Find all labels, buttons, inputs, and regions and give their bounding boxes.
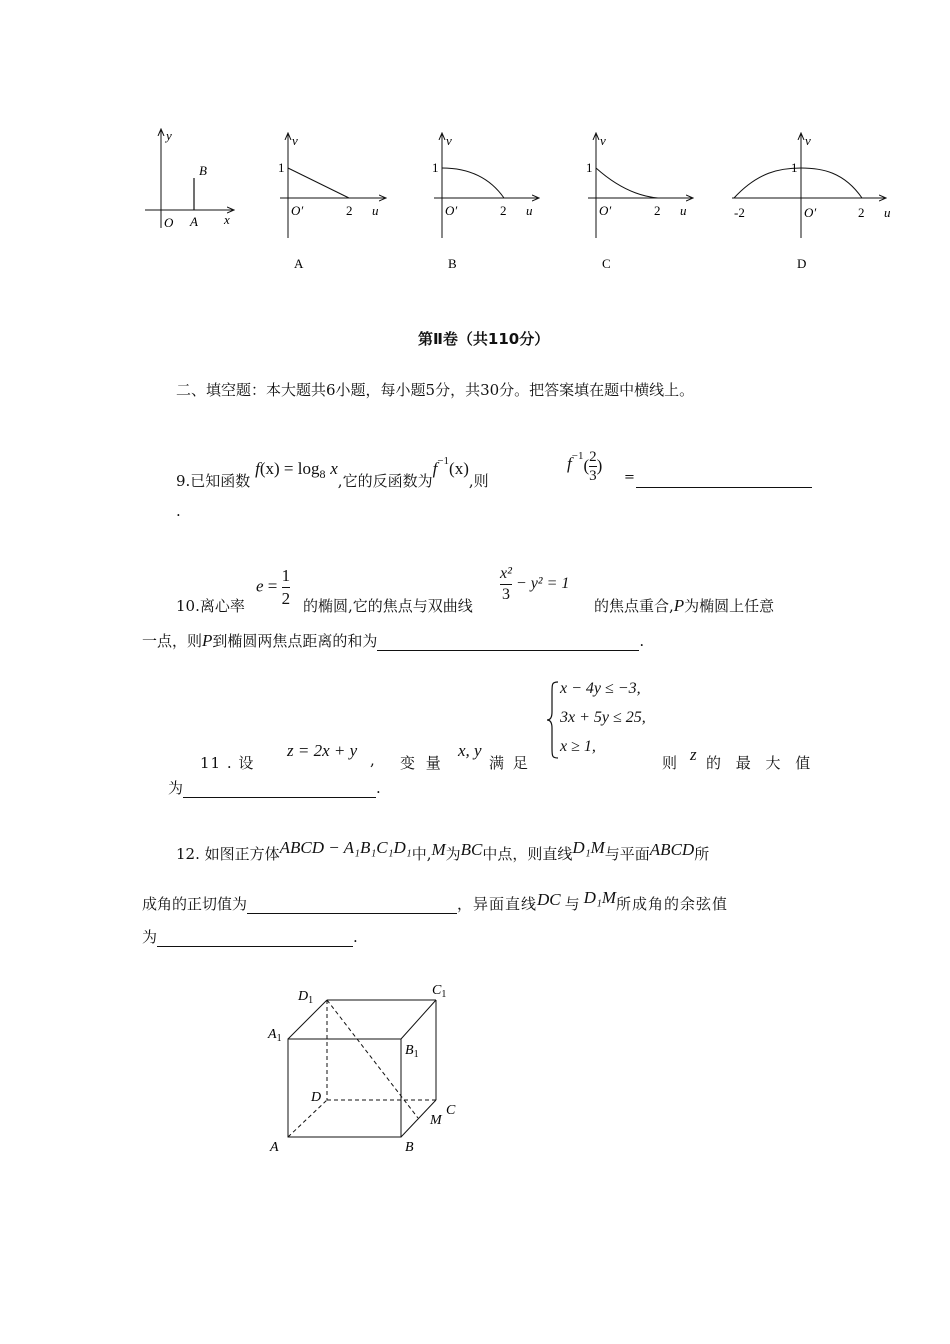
u-label: u [526,203,533,218]
q12-line2 [142,888,729,914]
q11-max: 的 最 大 值 [706,754,816,772]
q10-middle-1: 的椭圆,它的焦点与双曲线 [303,597,473,615]
q12-prefix: 12. 如图正方体 [176,845,280,863]
q11-comma: , [370,751,375,769]
q11-constraint-1: x − 4y ≤ −3, [560,680,641,697]
q10-hyperbola [500,564,569,605]
section-title: 第Ⅱ卷（共110分） [418,330,550,348]
q9-log-base: 8 [319,467,326,481]
label-A1: $A_1$ [268,1027,282,1044]
point-B-label: B [199,163,207,178]
q11-variable: 变 量 [400,754,444,772]
v-label: v [805,133,811,148]
q11-z: z [690,745,697,764]
q9-middle: ,它的反函数为 [337,472,433,490]
reference-graph [145,128,233,230]
v-label: v [446,133,452,148]
tick-1: 1 [432,160,439,175]
option-letter: B [448,256,457,271]
q9-value-sup: −1 [571,449,584,462]
cube-figure [262,980,472,1160]
q9-inverse-f: f [432,459,438,478]
q9-inverse-args: (x) [449,459,469,478]
q10-e-fraction [282,565,291,610]
section-instruction: 二、填空题：本大题共6小题，每小题5分，共30分。把答案填在题中横线上。 [176,381,695,399]
label-A: A [270,1140,279,1155]
q9-args: (x) = log [259,459,320,478]
q10-middle-3: 为椭圆上任意 [684,597,775,615]
q12-line2a: 成角的正切值为 [142,895,248,913]
q9-period: . [176,502,181,520]
q12-line2c: 所成角的余弦值 [616,895,729,913]
origin-label: O [164,215,174,230]
q12-line3-label: 为 [142,928,158,946]
q10-line2a: 一点，则 [142,632,203,650]
q10-answer-blank[interactable] [377,634,639,651]
label-D: D [311,1090,322,1105]
q9-inverse-sup: −1 [437,455,450,467]
origin-label: O′ [445,203,458,218]
hidden-edge-AD [288,1100,327,1137]
point-A-label: A [190,214,198,229]
answer-choice-graphs [140,120,910,280]
concave-curve [442,168,504,198]
q9-frac-num: 2 [589,449,597,465]
tick-1: 1 [791,160,798,175]
q12-period: . [353,928,358,946]
q11-z-expr: z = 2x + y [287,741,358,760]
u-label: u [372,203,379,218]
option-graph-B [432,133,538,271]
tick-1: 1 [586,160,593,175]
q12-in: 中, [411,845,432,863]
q9-value-fraction [589,448,597,485]
origin-label: O′ [599,203,612,218]
option-graph-A [278,133,385,271]
q10-period: . [639,632,645,650]
q12-D1M: D₁M [572,838,605,857]
tick-2: 2 [654,203,661,218]
label-C: C [446,1103,456,1118]
q10-h-num: x² [500,564,512,585]
q10-P: P [673,596,685,615]
x-label: x [224,212,230,227]
q10-line1-end [594,595,774,616]
v-label: v [292,133,298,148]
q9-equals: = [624,470,635,485]
q9-value-expr: $f^{-1}$( $\frac{2}{3}$ ) [567,449,603,484]
q9-frac-den: 3 [589,468,597,484]
q11-brace [546,680,560,760]
option-graph-D [732,133,891,271]
q9-f: f [255,459,260,478]
question-9 [176,452,489,492]
q11-satisfy: 满 足 [489,754,530,772]
q9-value-f: f [567,454,572,473]
q11-prefix: 11 . 设 [200,754,255,772]
q11-then: 则 [662,754,678,772]
tick-2: 2 [858,205,865,220]
tick-neg-2: -2 [734,205,745,220]
q11-line2 [168,777,381,798]
label-B1: $B_1$ [405,1043,419,1060]
q10-prefix: 10.离心率 [176,597,245,615]
q12-yu: 与 [564,895,580,913]
q9-prefix: 9.已知函数 [176,472,251,490]
q12-mid: 中点，则直线 [482,845,573,863]
label-B: B [405,1140,414,1155]
q12-BC: BC [460,840,483,859]
edge-B1C1 [401,1000,436,1039]
q12-is: 为 [445,845,461,863]
front-face [288,1039,401,1137]
q12-line1 [176,838,710,864]
u-label: u [884,205,891,220]
q11-line2-label: 为 [168,779,184,797]
tick-2: 2 [500,203,507,218]
q9-log-arg: x [330,459,338,478]
q11-constraint-3: x ≥ 1, [560,738,596,755]
q11-answer-blank[interactable] [183,781,376,798]
q9-then: ,则 [468,472,489,490]
q12-cosine-blank[interactable] [157,930,353,947]
tick-2: 2 [346,203,353,218]
q10-eccentricity [256,565,290,610]
q10-P2: P [202,631,213,650]
q12-ABCD: ABCD [649,840,695,859]
option-letter: D [797,256,807,271]
u-label: u [680,203,687,218]
q12-suo: 所 [694,845,710,863]
q10-line2b: 到椭圆两焦点距离的和为 [212,632,378,650]
y-label: y [166,128,172,143]
v-label: v [600,133,606,148]
q12-cube-expr: ABCD − A₁B₁C₁D₁ [279,838,412,857]
q10-line2 [142,630,644,651]
tick-1: 1 [278,160,285,175]
q11-period: . [376,779,381,797]
origin-label: O′ [291,203,304,218]
arch-curve [734,168,862,198]
option-graph-C [586,133,692,271]
q11-xy: x, y [458,741,482,760]
label-D1: $D_1$ [298,989,314,1006]
convex-curve [596,168,658,198]
label-C1: $C_1$ [432,983,447,1000]
q12-line3 [142,926,358,947]
q12-M: M [431,840,446,859]
origin-label: O′ [804,205,817,220]
q12-line2b: ，异面直线 [457,895,538,913]
q9-answer-blank[interactable] [636,472,812,488]
q10-h-rest: − y² = 1 [515,575,570,593]
q10-e-den: 2 [281,589,291,608]
label-M: M [430,1113,442,1128]
q12-DC: DC [537,890,561,909]
q12-tangent-blank[interactable] [247,897,457,914]
q11-constraint-2: 3x + 5y ≤ 25, [560,709,646,726]
q12-D1M-2: D₁M [583,888,617,907]
q10-h-den: 3 [501,586,510,603]
curve-line [288,168,349,198]
q10-e-num: 1 [282,565,291,588]
q10-middle-2: 的焦点重合, [594,597,674,615]
option-letter: A [294,256,304,271]
q10-h-fraction [500,564,512,605]
q10-e: e [256,576,264,596]
option-letter: C [602,256,611,271]
q10-eq: = [267,576,278,596]
q12-with: 与平面 [604,845,650,863]
